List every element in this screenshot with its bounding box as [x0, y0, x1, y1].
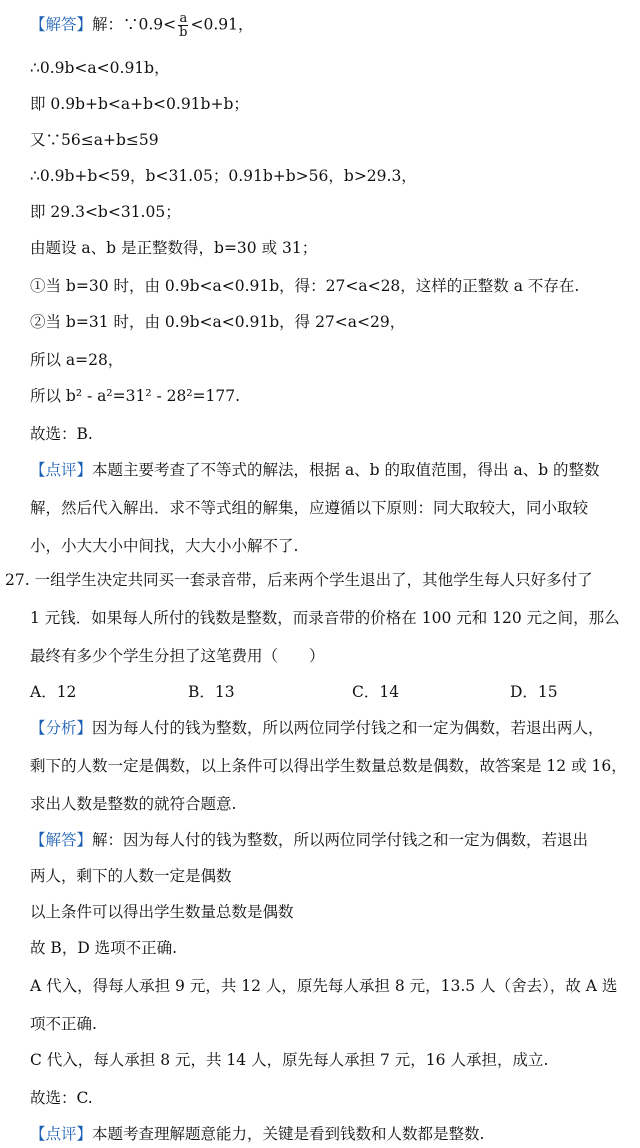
- solution-line-7: 由题设 a、b 是正整数得，b=30 或 31；: [30, 239, 318, 257]
- solution-line-5: ∴0.9b+b<59，b<31.05；0.91b+b>56，b>29.3，: [30, 167, 417, 185]
- analysis-tag: 【分析】: [30, 719, 93, 737]
- solution27-line-8: 故选：C.: [30, 1089, 93, 1107]
- review-line-3: 小，小大大小中间找，大大小小解不了.: [30, 537, 299, 555]
- fraction-a-over-b: $\frac{a}{b}$: [179, 11, 188, 40]
- analysis-line-3: 求出人数是整数的就符合题意.: [30, 795, 237, 813]
- question-27-line-2: 1 元钱．如果每人所付的钱数是整数，而录音带的价格在 100 元和 120 元之间，那么: [30, 609, 620, 627]
- solution27-line-5: A 代入，得每人承担 9 元，共 12 人，原先每人承担 8 元，13.5 人（舍去），故 A 选: [30, 977, 618, 995]
- solution-line-11: 所以 b² - a²=31² - 28²=177.: [30, 387, 241, 405]
- solution27-line-6: 项不正确.: [30, 1015, 97, 1033]
- question-27-line-1: 27. 一组学生决定共同买一套录音带，后来两个学生退出了，其他学生每人只好多付了: [5, 571, 593, 589]
- solution27-line-3: 以上条件可以得出学生数量总数是偶数: [30, 903, 294, 921]
- option-a: A．12: [30, 683, 77, 701]
- solution27-line-2: 两人，剩下的人数一定是偶数: [30, 867, 232, 885]
- analysis-line-1: 【分析】因为每人付的钱为整数，所以两位同学付钱之和一定为偶数，若退出两人，: [30, 719, 604, 737]
- solution-line-6: 即 29.3<b<31.05；: [30, 203, 181, 221]
- solution-line-8: ①当 b=30 时，由 0.9b<a<0.91b，得：27<a<28，这样的正整数 a 不存在.: [30, 277, 580, 295]
- solution-line-9: ②当 b=31 时，由 0.9b<a<0.91b，得 27<a<29，: [30, 313, 406, 331]
- solution-line-1: 【解答】解：∵0.9< $\frac{a}{b}$ <0.91，: [30, 11, 254, 40]
- review-line-1: 【点评】本题主要考查了不等式的解法，根据 a、b 的取值范围，得出 a、b 的整数: [30, 461, 600, 479]
- review27-line-1: 【点评】本题考查理解题意能力，关键是看到钱数和人数都是整数.: [30, 1125, 485, 1143]
- question-27-line-3: 最终有多少个学生分担了这笔费用（ ）: [30, 647, 325, 665]
- solution27-line-1: 【解答】解：因为每人付的钱为整数，所以两位同学付钱之和一定为偶数，若退出: [30, 831, 589, 849]
- analysis-line-2: 剩下的人数一定是偶数，以上条件可以得出学生数量总数是偶数，故答案是 12 或 16，: [30, 757, 627, 775]
- review-tag: 【点评】: [30, 461, 93, 479]
- answer-tag-27: 【解答】: [30, 831, 93, 849]
- solution-line-12: 故选：B.: [30, 425, 93, 443]
- solution27-line-4: 故 B，D 选项不正确.: [30, 939, 178, 957]
- solution-line-10: 所以 a=28，: [30, 351, 124, 369]
- solution-line-3: 即 0.9b+b<a+b<0.91b+b；: [30, 95, 249, 113]
- review-tag-27: 【点评】: [30, 1125, 93, 1143]
- answer-tag: 【解答】: [30, 15, 93, 34]
- option-d: D．15: [510, 683, 558, 701]
- solution-line-2: ∴0.9b<a<0.91b，: [30, 59, 170, 77]
- review-line-2: 解，然后代入解出．求不等式组的解集，应遵循以下原则：同大取较大，同小取较: [30, 499, 589, 517]
- solution27-line-7: C 代入，每人承担 8 元，共 14 人，原先每人承担 7 元，16 人承担，成立.: [30, 1051, 549, 1069]
- option-c: C．14: [352, 683, 400, 701]
- option-b: B．13: [188, 683, 235, 701]
- solution-line-4: 又∵56≤a+b≤59: [30, 131, 159, 149]
